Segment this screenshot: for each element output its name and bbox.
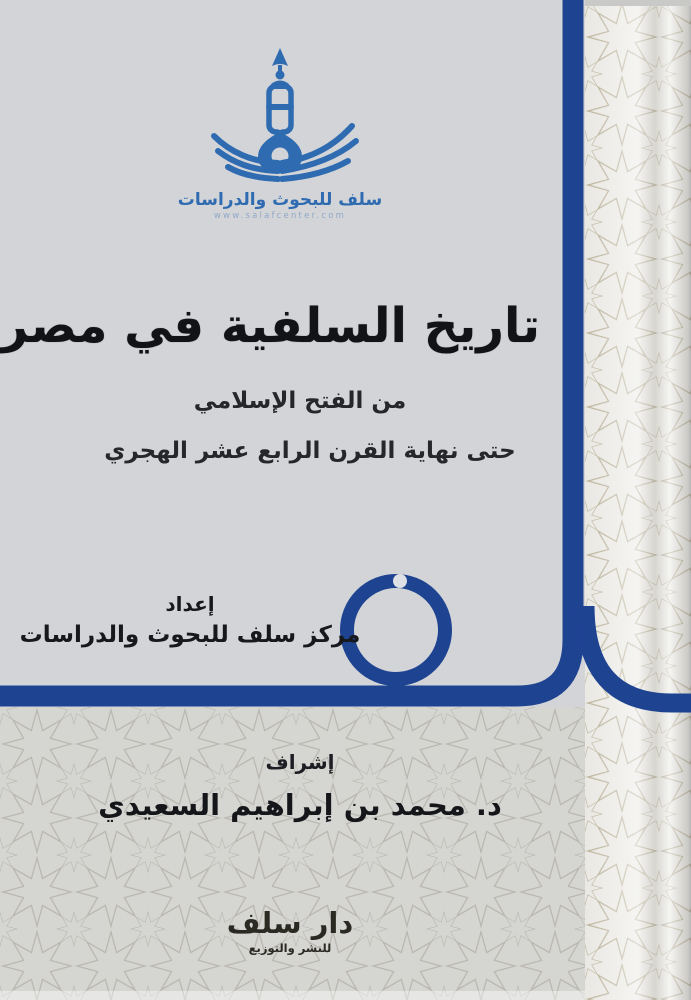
publisher-imprint: [185, 908, 395, 955]
imprint-tagline: للنشر والتوزيع: [248, 940, 332, 955]
publisher-logo-name: سلف للبحوث والدراسات: [177, 190, 383, 210]
prepared-by-label: إعداد: [165, 592, 215, 616]
spine-wrap-stroke: [585, 606, 691, 703]
minaret-book-icon: [190, 44, 370, 184]
supervision-name: د. محمد بن إبراهيم السعيدي: [98, 788, 502, 822]
supervision-block: [55, 750, 545, 822]
book-title: تاريخ السلفية في مصر: [0, 298, 540, 355]
prepared-by-block: [12, 592, 368, 648]
prepared-by-name: مركز سلف للبحوث والدراسات: [19, 622, 361, 648]
fa-ring-dot: [393, 574, 407, 588]
subtitle-line1: من الفتح الإسلامي: [193, 388, 407, 414]
subtitle-line2: حتى نهاية القرن الرابع عشر الهجري: [104, 438, 516, 464]
imprint-name: دار سلف: [226, 906, 354, 940]
supervision-label: إشراف: [265, 750, 335, 774]
publisher-logo-website: www.salafcenter.com: [213, 211, 347, 221]
publisher-logo: [130, 44, 430, 221]
